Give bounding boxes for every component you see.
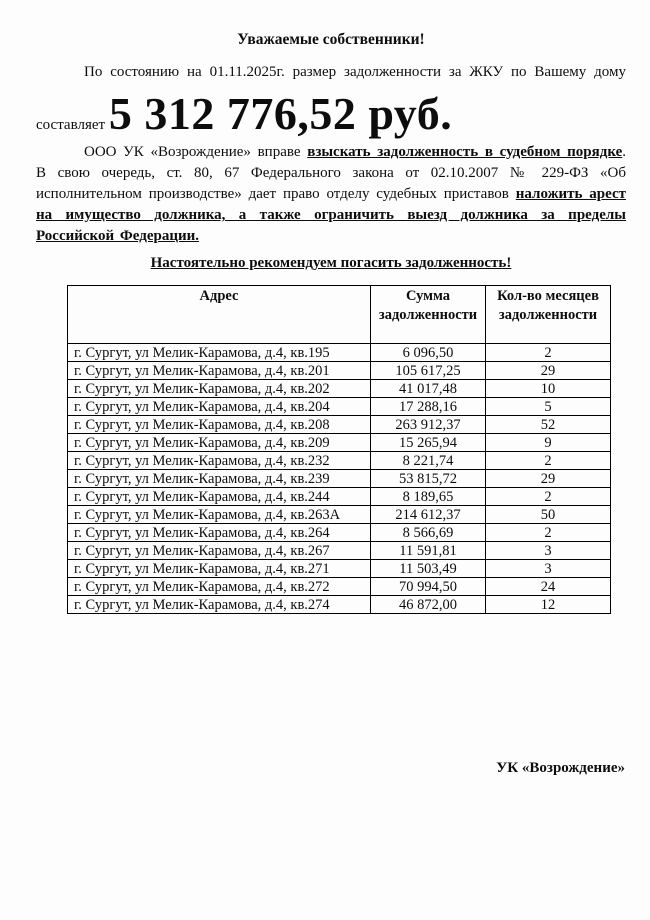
table-row: [68, 542, 611, 560]
legal-text-1: ООО УК «Возрождение» вправе: [84, 144, 308, 160]
table-row: [68, 470, 611, 488]
address-cell: г. Сургут, ул Мелик-Карамова, д.4, кв.202: [68, 380, 371, 398]
address-cell: г. Сургут, ул Мелик-Карамова, д.4, кв.272: [68, 578, 371, 596]
debt-months-cell: 12: [486, 596, 611, 614]
address-cell: г. Сургут, ул Мелик-Карамова, д.4, кв.274: [68, 596, 371, 614]
address-cell: г. Сургут, ул Мелик-Карамова, д.4, кв.244: [68, 488, 371, 506]
address-cell: г. Сургут, ул Мелик-Карамова, д.4, кв.195: [68, 344, 371, 362]
debt-months-cell: 3: [486, 542, 611, 560]
header-debt-amount: Сумма задолженности: [371, 286, 486, 344]
address-cell: г. Сургут, ул Мелик-Карамова, д.4, кв.208: [68, 416, 371, 434]
table-row: [68, 524, 611, 542]
debt-amount-cell: 15 265,94: [371, 434, 486, 452]
debt-amount-cell: 8 189,65: [371, 488, 486, 506]
debt-months-cell: 2: [486, 344, 611, 362]
table-row: [68, 506, 611, 524]
debt-amount-cell: 8 566,69: [371, 524, 486, 542]
table-row: [68, 452, 611, 470]
debt-amount-cell: 46 872,00: [371, 596, 486, 614]
address-cell: г. Сургут, ул Мелик-Карамова, д.4, кв.239: [68, 470, 371, 488]
document-title: Уважаемые собственники!: [237, 31, 425, 48]
address-cell: г. Сургут, ул Мелик-Карамова, д.4, кв.209: [68, 434, 371, 452]
debt-amount-cell: 11 503,49: [371, 560, 486, 578]
debt-amount-cell: 6 096,50: [371, 344, 486, 362]
table-row: [68, 488, 611, 506]
debt-amount-cell: 105 617,25: [371, 362, 486, 380]
amount-label: составляет: [36, 117, 109, 133]
debt-table-body: [68, 344, 611, 614]
debt-amount-cell: 8 221,74: [371, 452, 486, 470]
table-row: [68, 398, 611, 416]
table-row: [68, 416, 611, 434]
legal-bold-arrest-travel-ban: наложить арест на имущество должника, а также ограничить выезд должника за пределы Российской Федерации.: [36, 186, 626, 244]
intro-paragraph: По состоянию на 01.11.2025г. размер задолженности за ЖКУ по Вашему дому: [84, 64, 626, 80]
debt-months-cell: 9: [486, 434, 611, 452]
debt-table-header: [68, 286, 611, 344]
table-row: [68, 596, 611, 614]
debt-months-cell: 29: [486, 470, 611, 488]
legal-paragraph: [36, 142, 626, 247]
debt-table: [67, 285, 611, 614]
debt-amount-cell: 263 912,37: [371, 416, 486, 434]
debt-amount-value: 5 312 776,52 руб.: [108, 88, 453, 139]
debt-months-cell: 5: [486, 398, 611, 416]
table-row: [68, 434, 611, 452]
address-cell: г. Сургут, ул Мелик-Карамова, д.4, кв.263А: [68, 506, 371, 524]
debt-months-cell: 10: [486, 380, 611, 398]
header-address: Адрес: [68, 286, 371, 344]
debt-months-cell: 52: [486, 416, 611, 434]
debt-amount-cell: 53 815,72: [371, 470, 486, 488]
address-cell: г. Сургут, ул Мелик-Карамова, д.4, кв.204: [68, 398, 371, 416]
debt-months-cell: 2: [486, 452, 611, 470]
debt-amount-cell: 11 591,81: [371, 542, 486, 560]
address-cell: г. Сургут, ул Мелик-Карамова, д.4, кв.201: [68, 362, 371, 380]
debt-months-cell: 24: [486, 578, 611, 596]
legal-text-2: . В свою очередь, ст. 80, 67 Федерального закона от 02.10.2007 № 229-ФЗ «Об исполнительном производстве» дает право отделу судебных приставов: [36, 144, 626, 202]
signature: УК «Возрождение»: [496, 760, 625, 776]
table-row: [68, 560, 611, 578]
debt-amount-cell: 214 612,37: [371, 506, 486, 524]
debt-amount-cell: 41 017,48: [371, 380, 486, 398]
debt-amount-cell: 70 994,50: [371, 578, 486, 596]
address-cell: г. Сургут, ул Мелик-Карамова, д.4, кв.232: [68, 452, 371, 470]
header-row: [68, 286, 611, 344]
address-cell: г. Сургут, ул Мелик-Карамова, д.4, кв.264: [68, 524, 371, 542]
address-cell: г. Сургут, ул Мелик-Карамова, д.4, кв.271: [68, 560, 371, 578]
table-row: [68, 578, 611, 596]
legal-bold-court-recovery: взыскать задолженность в судебном порядке: [307, 144, 623, 160]
debt-months-cell: 2: [486, 488, 611, 506]
header-debt-months: Кол-во месяцев задолженности: [486, 286, 611, 344]
table-row: [68, 362, 611, 380]
debt-months-cell: 3: [486, 560, 611, 578]
debt-months-cell: 2: [486, 524, 611, 542]
amount-line: [36, 87, 626, 140]
debt-months-cell: 29: [486, 362, 611, 380]
debt-amount-cell: 17 288,16: [371, 398, 486, 416]
recommendation-line: [36, 255, 626, 272]
address-cell: г. Сургут, ул Мелик-Карамова, д.4, кв.267: [68, 542, 371, 560]
table-row: [68, 344, 611, 362]
recommendation-text: Настоятельно рекомендуем погасить задолженность!: [150, 255, 512, 271]
debt-months-cell: 50: [486, 506, 611, 524]
table-row: [68, 380, 611, 398]
